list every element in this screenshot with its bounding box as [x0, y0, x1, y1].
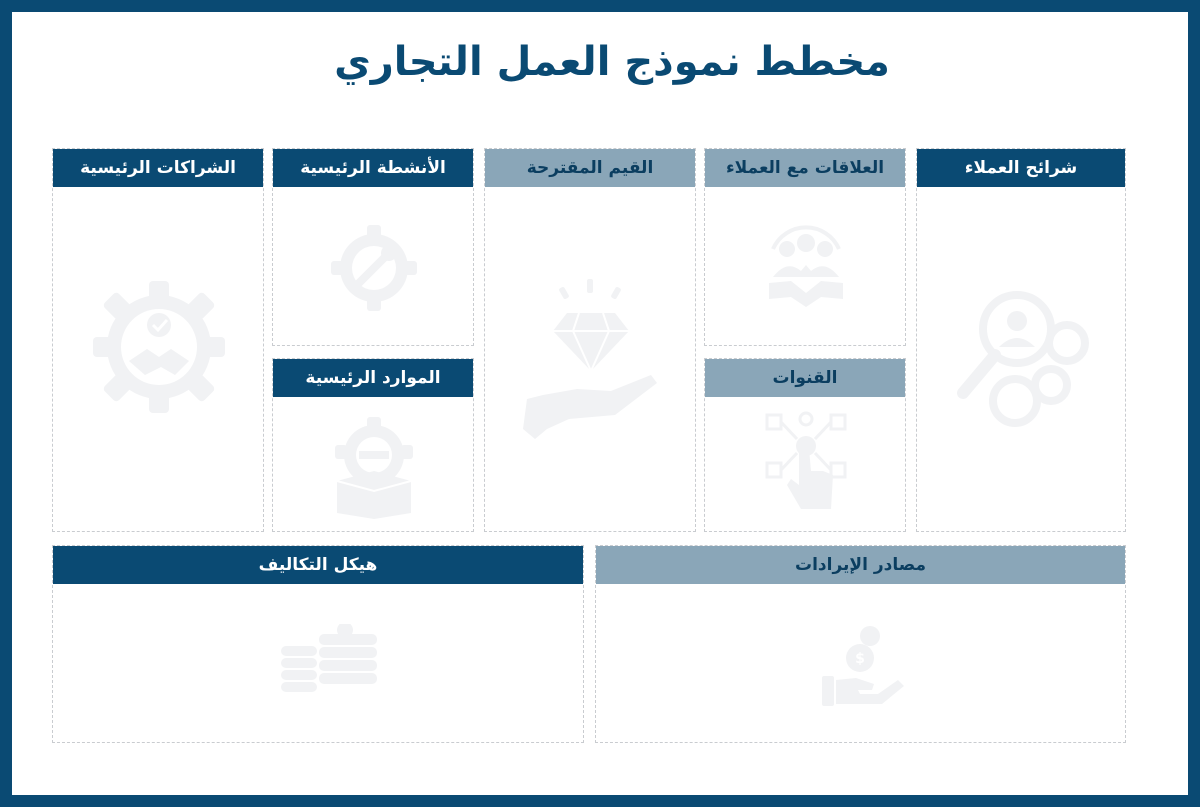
- magnifier-people-icon: [955, 289, 1095, 429]
- block-key-resources: [272, 358, 474, 532]
- block-channels: [704, 358, 906, 532]
- gear-box-key-icon: [329, 415, 419, 519]
- gear-wrench-icon: [329, 223, 419, 313]
- touch-network-icon: [761, 409, 851, 517]
- block-customer-segments-header: شرائح العملاء: [917, 149, 1125, 187]
- block-channels-header: القنوات: [705, 359, 905, 397]
- coin-stacks-icon: [279, 624, 379, 694]
- people-handshake-icon: [761, 219, 851, 309]
- block-revenue-streams-header: مصادر الإيرادات: [596, 546, 1125, 584]
- svg-text:$: $: [855, 651, 865, 667]
- block-key-partners-header: الشراكات الرئيسية: [53, 149, 263, 187]
- block-key-partners: [52, 148, 264, 532]
- block-key-resources-header: الموارد الرئيسية: [273, 359, 473, 397]
- block-cost-structure: [52, 545, 584, 743]
- block-key-activities: [272, 148, 474, 346]
- block-value-propositions-header: القيم المقترحة: [485, 149, 695, 187]
- page-title: مخطط نموذج العمل التجاري: [334, 39, 890, 85]
- block-value-propositions: [484, 148, 696, 532]
- gear-handshake-icon: [89, 277, 229, 417]
- hand-money-icon: [820, 624, 904, 708]
- block-cost-structure-header: هيكل التكاليف: [53, 546, 583, 584]
- block-customer-segments: [916, 148, 1126, 532]
- block-customer-relationships: [704, 148, 906, 346]
- hand-diamond-icon: [521, 279, 661, 439]
- block-revenue-streams: [595, 545, 1126, 743]
- block-key-activities-header: الأنشطة الرئيسية: [273, 149, 473, 187]
- block-customer-relationships-header: العلاقات مع العملاء: [705, 149, 905, 187]
